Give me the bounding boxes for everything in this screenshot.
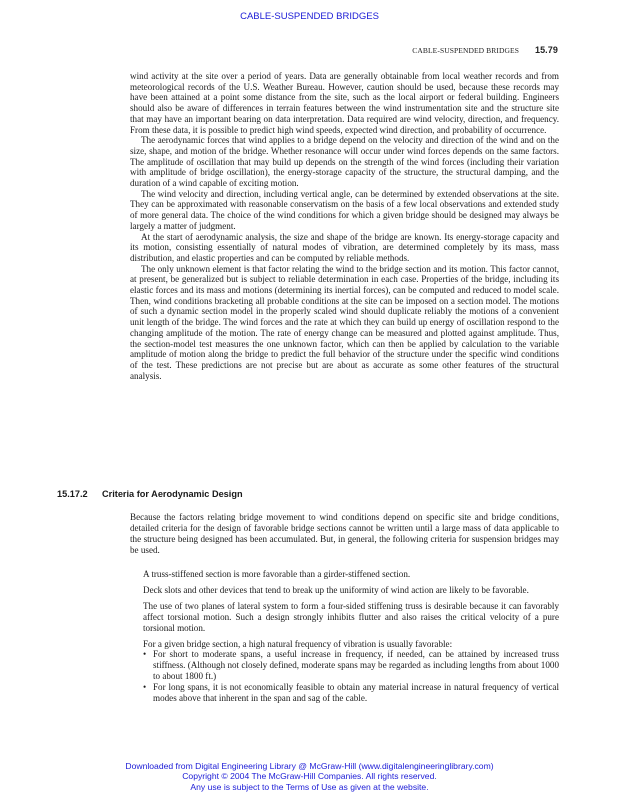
frequency-bullets (143, 649, 559, 704)
criterion-lateral-planes: The use of two planes of lateral system to form a four-sided stiffening truss is desirable because it can favorably affect torsional motion. Such a design strongly inhibits flutter and also raises the critical velocity of a pure torsional motion. (143, 600, 559, 633)
paragraph-analysis-start: At the start of aerodynamic analysis, the size and shape of the bridge are known. Its energy-storage capacity and its motion, consisting essentially of natural modes of vibration, are determined completely by its mass, mass distribution, and elastic properties and can be computed by reliable methods. (130, 231, 559, 263)
paragraph-wind-velocity: The wind velocity and direction, including vertical angle, can be determined by extended observations at the site. They can be approximated with reasonable conservatism on the basis of a few local observations and extended study of more general data. The choice of the wind conditions for which a given bridge should be designed may always be largely a matter of judgment. (130, 188, 559, 231)
criteria-list (143, 569, 559, 704)
paragraph-unknown-element: The only unknown element is that factor relating the wind to the bridge section and its motion. This factor cannot, at present, be generalized but is subject to reliable determination in each case. Properties of the bridge, including its elastic forces and its mass and motions (determining its inertial forces), can be computed and reduced to model scale. Then, wind conditions bracketing all probable conditions at the site can be imposed on a section model. The motions of such a dynamic section model in the properly scaled wind should duplicate reliably the motions of a convenient unit length of the bridge. The wind forces and the rate at which they can build up energy of oscillation respond to the changing amplitude of the motion. The rate of energy change can be measured and plotted against amplitude. Thus, the section-model test measures the one unknown factor, which can then be applied by calculation to the variable amplitude of motion along the bridge to predict the full behavior of the structure under the specific wind conditions of the test. These predictions are not precise but are about as accurate as some other features of the structural analysis. (130, 263, 559, 381)
bullet-icon: • (143, 682, 147, 693)
footer (0, 761, 619, 792)
section-heading (57, 489, 243, 499)
bullet-text: For long spans, it is not economically feasible to obtain any material increase in natural frequency of vertical modes above that inherent in the span and sag of the cable. (153, 682, 559, 704)
running-head (412, 45, 558, 55)
criterion-deck-slots: Deck slots and other devices that tend to break up the uniformity of wind action are likely to be favorable. (143, 584, 529, 595)
section-title: Criteria for Aerodynamic Design (102, 489, 243, 499)
page-number: 15.79 (534, 45, 558, 55)
running-head-title: CABLE-SUSPENDED BRIDGES (412, 46, 519, 55)
footer-copyright: Copyright © 2004 The McGraw-Hill Companies. All rights reserved. (182, 771, 437, 782)
footer-download-link[interactable]: Downloaded from Digital Engineering Library @ McGraw-Hill (www.digitalengineeringlibrary.com) (125, 761, 494, 771)
paragraph-wind-data: wind activity at the site over a period of years. Data are generally obtainable from local weather records and from meteorological records of the U.S. Weather Bureau. However, caution should be used, because these records may have been attained at a point some distance from the site, such as the local airport or federal building. Engineers should also be aware of differences in terrain features between the wind instrumentation site and the structure site that may have an important bearing on data interpretation. Data required are wind velocity, direction, and frequency. From these data, it is possible to predict high wind speeds, expected wind direction, and probability of occurrence. (130, 71, 559, 135)
bullet-text: For short to moderate spans, a useful increase in frequency, if needed, can be attained by increased truss stiffness. (Although not closely defined, moderate spans may be regarded as including lengths from about 1000 to about 1800 ft.) (153, 649, 559, 682)
footer-terms: Any use is subject to the Terms of Use as given at the website. (190, 781, 429, 792)
criterion-truss: A truss-stiffened section is more favorable than a girder-stiffened section. (143, 569, 411, 579)
section-intro: Because the factors relating bridge movement to wind conditions depend on specific site and bridge conditions, detailed criteria for the design of favorable bridge sections cannot be written until a large mass of data applicable to the structure being designed has been accumulated. But, in general, the following criteria for suspension bridges may be used. (130, 512, 559, 555)
paragraph-aerodynamic-forces: The aerodynamic forces that wind applies to a bridge depend on the velocity and direction of the wind and on the size, shape, and motion of the bridge. Whether resonance will occur under wind forces depends on the same factors. The amplitude of oscillation that may build up depends on the strength of the wind forces (including their variation with amplitude of bridge oscillation), the energy-storage capacity of the structure, the structural damping, and the duration of a wind capable of exciting motion. (130, 135, 559, 189)
top-banner: CABLE-SUSPENDED BRIDGES (240, 11, 379, 22)
section-intro-block (130, 512, 559, 556)
bullet-short-spans (143, 649, 559, 682)
body-text (130, 71, 559, 381)
bullet-long-spans (143, 682, 559, 704)
criterion-frequency: For a given bridge section, a high natural frequency of vibration is usually favorable: (143, 638, 453, 649)
bullet-icon: • (143, 649, 147, 660)
section-number: 15.17.2 (57, 489, 88, 499)
